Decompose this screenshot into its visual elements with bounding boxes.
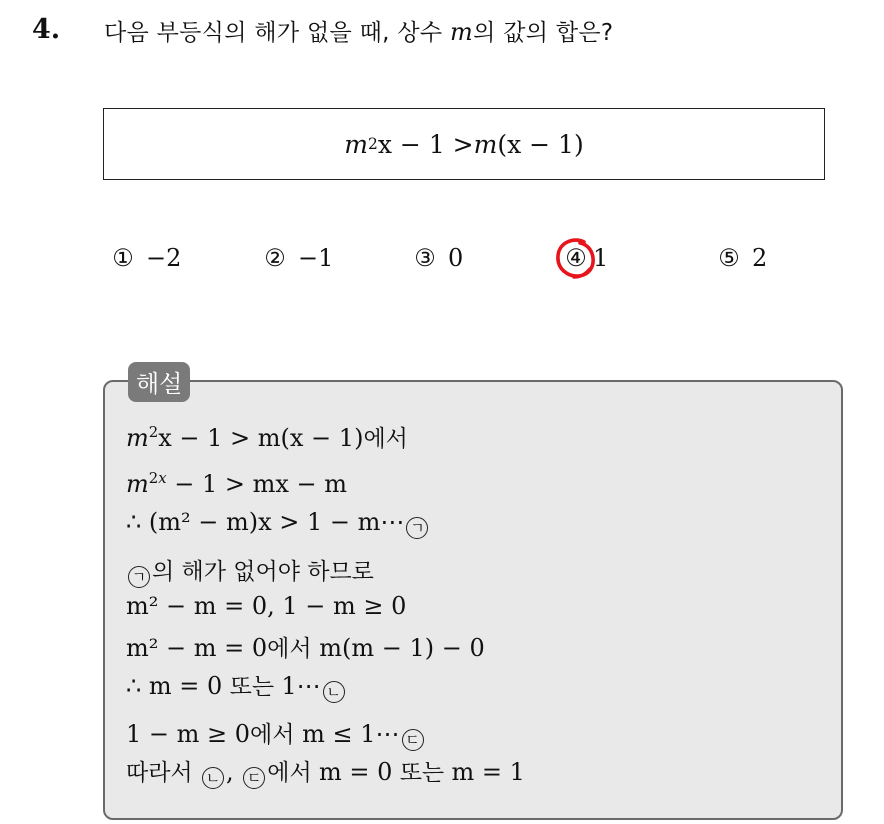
choice-marker: ③ [414,244,436,272]
choice-3[interactable] [412,244,463,272]
solution-line-6 [126,630,485,663]
choice-value: −1 [298,244,334,272]
solution-line-5 [126,592,406,620]
formula-rest: x − 1 > [377,129,474,159]
solution-line-9-math-a: m = 0 [318,758,393,786]
solution-line-9-math-b: m = 1 [451,758,525,786]
solution-line-6-kor: 에서 [267,636,312,662]
solution-line-7 [126,668,347,703]
solution-line-4-kor: 의 해가 없어야 하므로 [152,559,374,585]
solution-line-2-math: − 1 > mx − m [166,470,348,498]
solution-line-7-math-b: 1⋯ [281,672,321,700]
question-number: 4. [32,14,61,45]
choice-marker: ① [112,244,134,272]
formula-m: m [344,129,368,159]
solution-line-6-math-a: m² − m = 0 [126,634,268,662]
choice-value: 2 [752,244,768,272]
giyeok-circle-icon: ㄱ [406,517,428,539]
formula-m: m [126,424,149,452]
formula-m-right: m [473,129,498,159]
solution-line-2: $m^{2x} - 1$ > mx − m [126,469,348,498]
solution-line-1-kor: 에서 [363,426,408,452]
solution-line-8-math-b: m ≤ 1⋯ [294,720,400,748]
choice-4[interactable] [563,244,608,272]
solution-line-8-math: 1 − m ≥ 0 [126,720,251,748]
solution-line-1 [126,420,408,453]
solution-line-3 [126,508,430,539]
solution-line-9-kor-b: 에서 [267,760,319,786]
choice-marker: ④ [565,244,587,272]
nieun-circle-icon: ㄴ [202,767,224,789]
digeut-circle-icon: ㄷ [243,767,265,789]
solution-line-6-math-b: m(m − 1) − 0 [311,634,485,662]
solution-line-9-kor-c: 또는 [392,760,452,786]
solution-line-8-kor: 에서 [250,722,295,748]
solution-line-4 [126,553,374,588]
choice-value: −2 [146,244,182,272]
solution-line-7-math-a: ∴ m = 0 [126,672,223,700]
question-variable: m [450,18,474,46]
digeut-circle-icon: ㄷ [402,729,424,751]
choice-marker: ⑤ [718,244,740,272]
solution-label: 해설 [128,362,190,402]
choice-value: 0 [448,244,464,272]
solution-line-8 [126,716,426,751]
question-text-after: 의 값의 합은? [473,20,614,46]
solution-line-7-kor: 또는 [222,674,282,700]
solution-line-1-math: x − 1 > m(x − 1) [158,424,364,452]
solution-line-3-math: ∴ (m² − m)x > 1 − m⋯ [126,508,405,536]
choice-1[interactable] [110,244,181,272]
choice-2[interactable] [262,244,333,272]
solution-line-5-math: m² − m = 0, 1 − m ≥ 0 [126,592,407,620]
choice-5[interactable] [716,244,767,272]
question-text-before: 다음 부등식의 해가 없을 때, 상수 [104,20,451,46]
formula-m: m [126,470,149,498]
solution-line-9-kor-a: 따라서 [126,760,200,786]
nieun-circle-icon: ㄴ [323,681,345,703]
choice-value: 1 [593,244,609,272]
giyeok-circle-icon: ㄱ [128,566,150,588]
solution-line-9: 따라서 ㄴ , ㄷ 에서 m = 0 또는 m = 1 [126,758,525,787]
inequality-box: m 2 x − 1 > m (x − 1) [103,108,825,180]
formula-tail: (x − 1) [497,129,584,159]
question-text [104,14,613,47]
choice-marker: ② [264,244,286,272]
formula-exponent: 2 [148,423,159,442]
